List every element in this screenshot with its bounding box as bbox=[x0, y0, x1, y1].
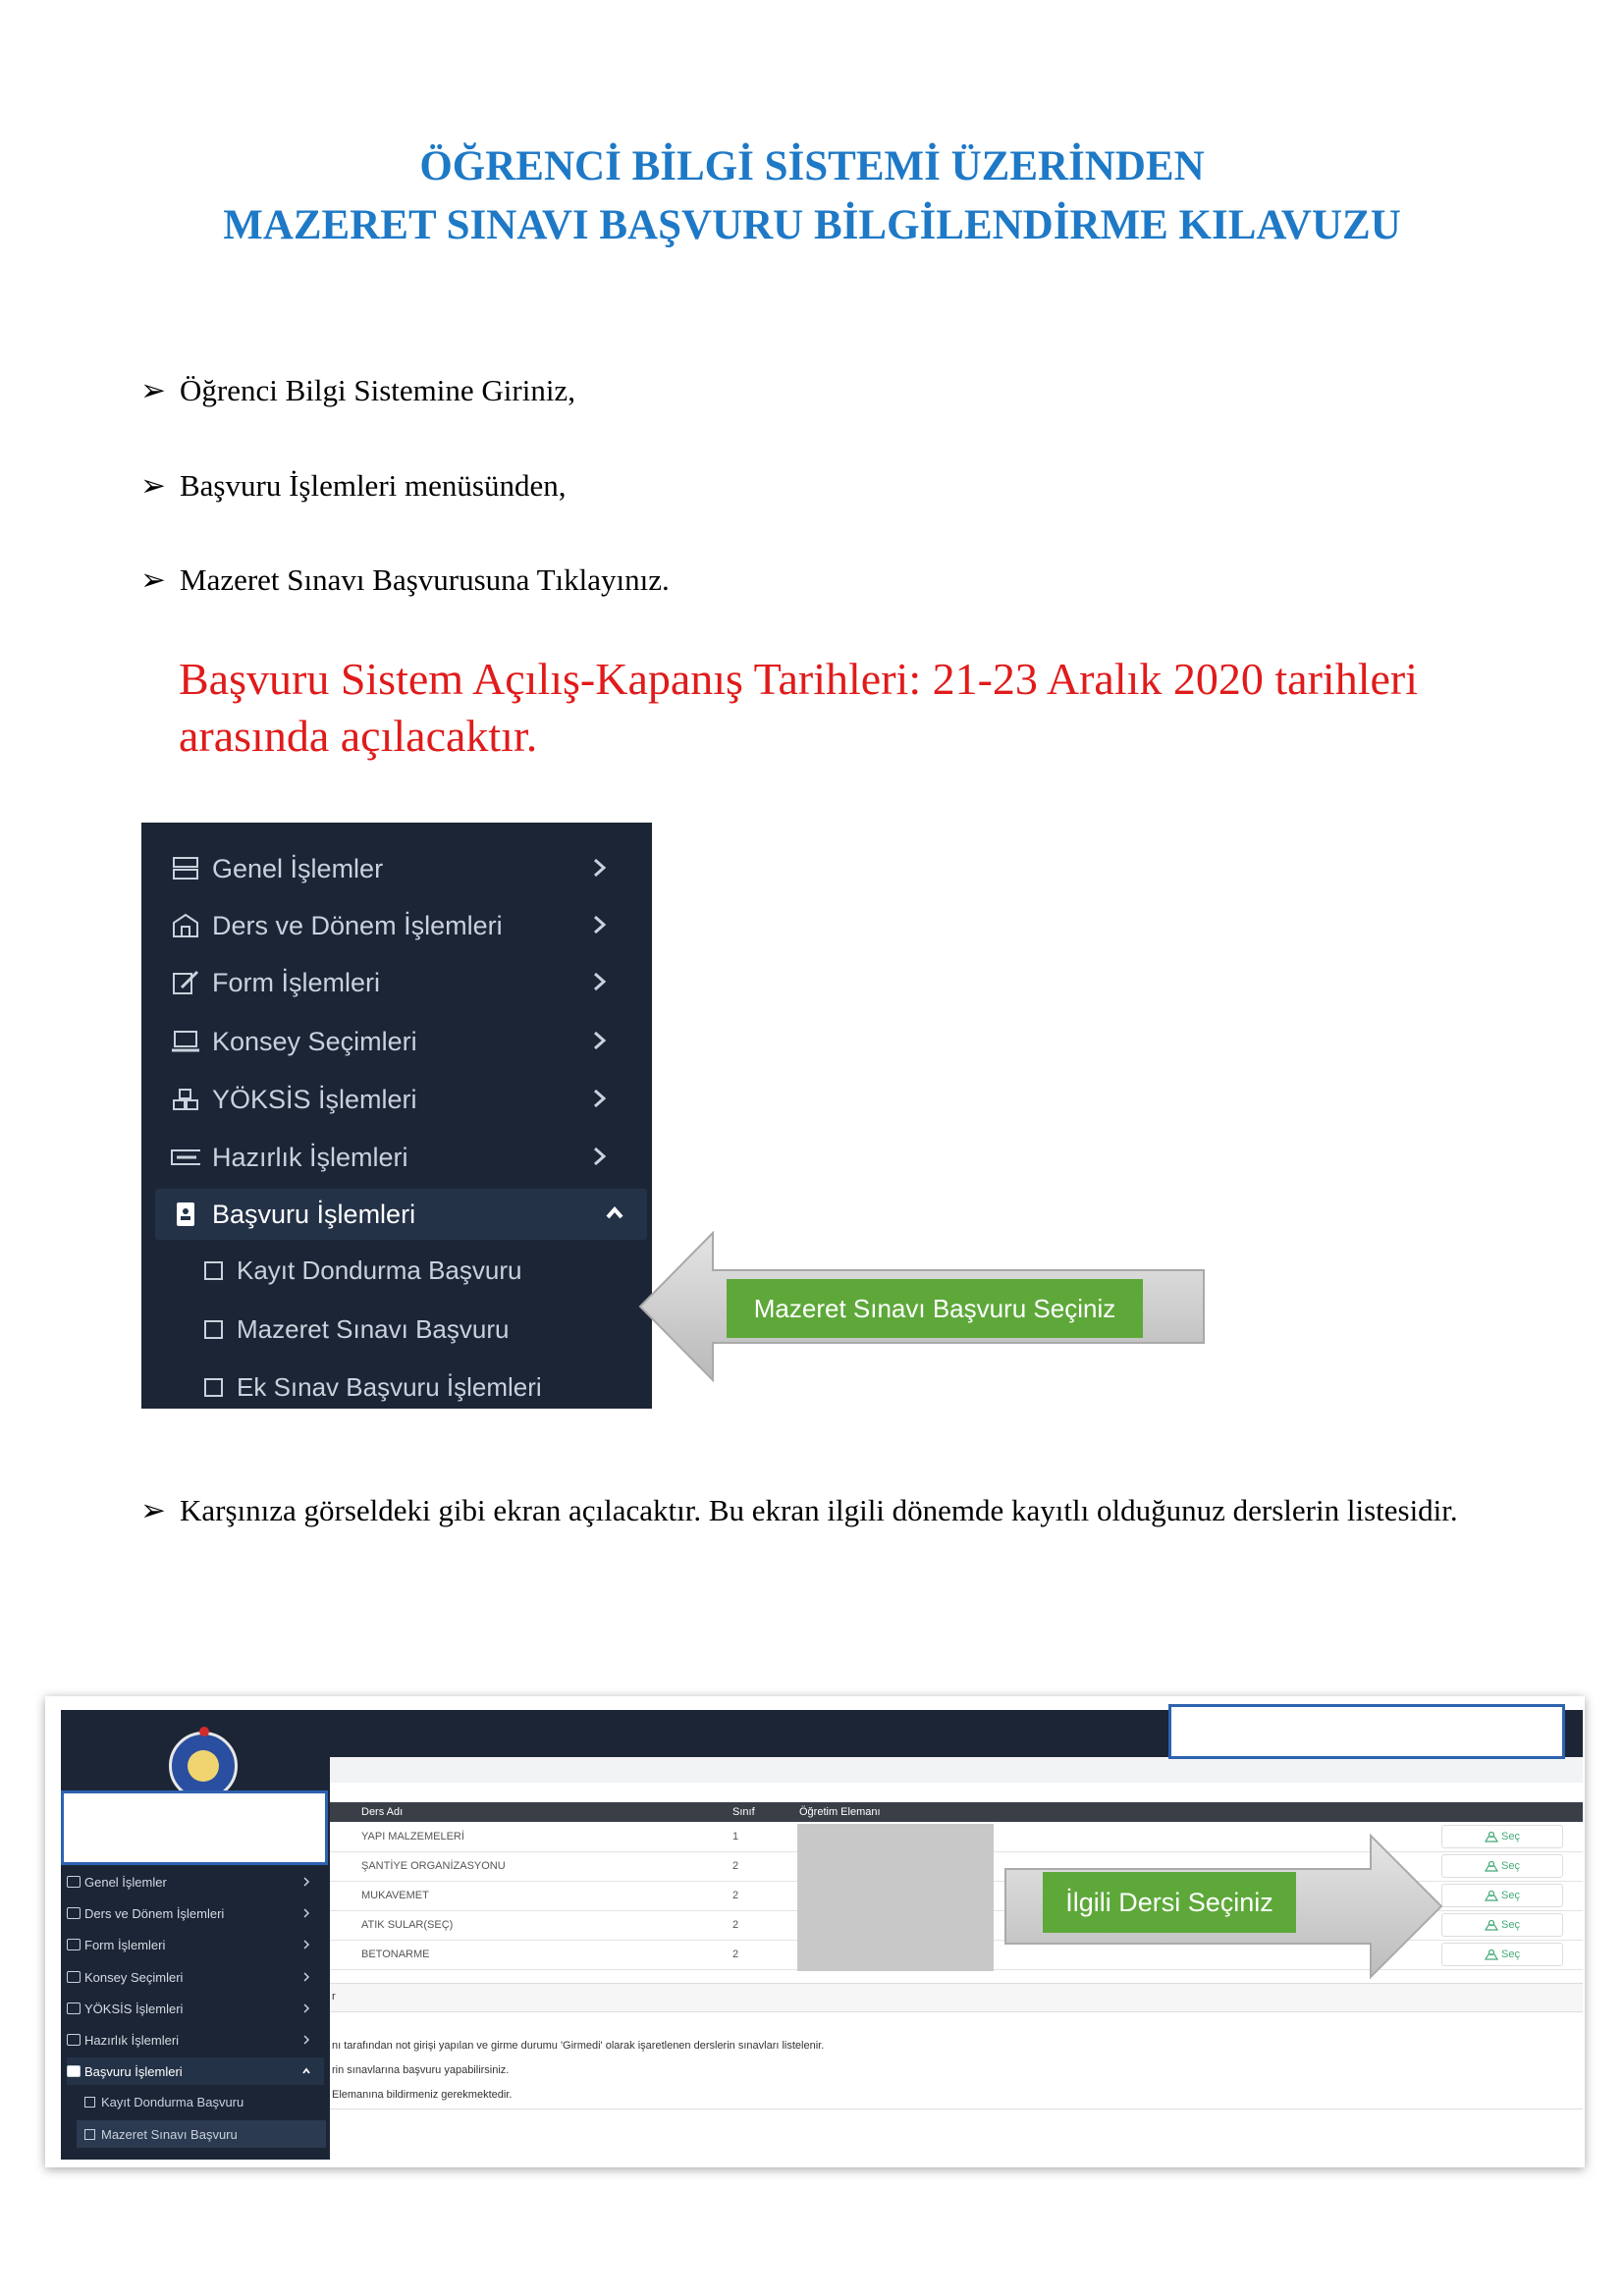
contact-book-icon bbox=[171, 1201, 200, 1227]
sidebar-item-hazirlik-islemleri[interactable] bbox=[67, 2026, 324, 2054]
cubes-icon bbox=[171, 1087, 200, 1112]
chevron-right-icon bbox=[302, 1908, 310, 1918]
sidebar-item-label: Form İşlemleri bbox=[84, 1937, 166, 1952]
column-header: Öğretim Elemanı bbox=[799, 1806, 881, 1818]
submenu-item-ek-sinav[interactable] bbox=[204, 1365, 542, 1409]
menu-item-label: Form İşlemleri bbox=[212, 967, 381, 997]
server-icon bbox=[171, 856, 200, 881]
select-button[interactable] bbox=[1441, 1825, 1563, 1848]
chevron-right-icon bbox=[589, 913, 611, 936]
select-button[interactable] bbox=[1441, 1884, 1563, 1907]
table-footer bbox=[330, 1983, 1583, 2012]
keyboard-icon bbox=[171, 1145, 200, 1170]
menu-item-basvuru-islemleri[interactable] bbox=[155, 1189, 647, 1240]
class-year: 1 bbox=[732, 1831, 739, 1842]
sidebar-subitem-label: Mazeret Sınavı Başvuru bbox=[101, 2126, 238, 2142]
course-name: ATIK SULAR(SEÇ) bbox=[361, 1919, 454, 1931]
arrow-bullet-icon: ➢ bbox=[140, 373, 166, 407]
sidebar-item-ders-ve-donem[interactable] bbox=[67, 1899, 324, 1927]
sidebar-subitem-mazeret-sinavi[interactable] bbox=[84, 2123, 238, 2145]
sidebar-item-basvuru-islemleri[interactable] bbox=[67, 2057, 324, 2085]
arrow-bullet-icon: ➢ bbox=[140, 1493, 166, 1527]
sidebar-item-label: Genel İşlemler bbox=[84, 1874, 167, 1890]
submenu-item-label: Mazeret Sınavı Başvuru bbox=[237, 1313, 510, 1344]
sidebar-subitem-label: Kayıt Dondurma Başvuru bbox=[101, 2094, 244, 2109]
keyboard-icon bbox=[67, 2034, 81, 2046]
logo-flag bbox=[199, 1727, 209, 1736]
square-icon bbox=[84, 2097, 95, 2108]
select-makeup-exam-callout: Mazeret Sınavı Başvuru Seçiniz bbox=[727, 1279, 1143, 1338]
chevron-right-icon bbox=[302, 2003, 310, 2013]
submenu-item-kayit-dondurma[interactable] bbox=[204, 1249, 521, 1292]
chevron-right-icon bbox=[302, 1877, 310, 1887]
application-dates-notice: Başvuru Sistem Açılış-Kapanış Tarihleri: 21-23 Aralık 2020 tarihleri arasında açılacaktır. bbox=[179, 654, 1418, 761]
cubes-icon bbox=[67, 2002, 81, 2014]
info-note: nı tarafından not girişi yapılan ve girme durumu 'Girmedi' olarak işaretlenen derslerin sınavları listelenir. bbox=[332, 2040, 825, 2052]
chevron-right-icon bbox=[589, 1145, 611, 1168]
building-icon bbox=[67, 1907, 81, 1919]
sidebar-item-label: Ders ve Dönem İşlemleri bbox=[84, 1905, 225, 1921]
submenu-item-label: Ek Sınav Başvuru İşlemleri bbox=[237, 1371, 542, 1402]
building-icon bbox=[171, 913, 200, 938]
square-icon bbox=[204, 1378, 223, 1397]
redacted-box bbox=[61, 1790, 328, 1865]
menu-item-genel-islemler[interactable] bbox=[171, 843, 632, 894]
square-icon bbox=[204, 1320, 223, 1339]
sidebar-item-genel-islemler[interactable] bbox=[67, 1868, 324, 1896]
laptop-icon bbox=[67, 1971, 81, 1983]
document-title-line2: MAZERET SINAVI BAŞVURU BİLGİLENDİRME KILAVUZU bbox=[223, 202, 1401, 248]
info-note: rin sınavlarına başvuru yapabilirsiniz. bbox=[332, 2064, 510, 2076]
menu-item-label: Konsey Seçimleri bbox=[212, 1026, 417, 1056]
menu-item-ders-ve-donem[interactable] bbox=[171, 900, 632, 951]
menu-screenshot bbox=[141, 823, 652, 1409]
class-year: 2 bbox=[732, 1949, 739, 1960]
sidebar-item-label: Konsey Seçimleri bbox=[84, 1969, 184, 1985]
select-icon bbox=[1485, 1949, 1498, 1960]
square-icon bbox=[84, 2129, 95, 2140]
column-header: Sınıf bbox=[732, 1806, 755, 1818]
submenu-item-label: Kayıt Dondurma Başvuru bbox=[237, 1255, 522, 1285]
bullet-text: Öğrenci Bilgi Sistemine Giriniz, bbox=[180, 373, 575, 407]
chevron-right-icon bbox=[302, 1972, 310, 1982]
sidebar-item-label: YÖKSİS İşlemleri bbox=[84, 2001, 184, 2016]
chevron-right-icon bbox=[589, 1087, 611, 1110]
select-label: Seç bbox=[1501, 1919, 1521, 1931]
sidebar-item-label: Başvuru İşlemleri bbox=[84, 2063, 183, 2079]
select-label: Seç bbox=[1501, 1860, 1521, 1872]
chevron-right-icon bbox=[302, 2035, 310, 2045]
menu-item-hazirlik-islemleri[interactable] bbox=[171, 1132, 632, 1183]
arrow-bullet-icon: ➢ bbox=[140, 562, 166, 597]
menu-item-label: Hazırlık İşlemleri bbox=[212, 1142, 408, 1172]
sidebar-item-yoksis-islemleri[interactable] bbox=[67, 1995, 324, 2022]
select-icon bbox=[1485, 1890, 1498, 1901]
menu-item-form-islemleri[interactable] bbox=[171, 957, 632, 1008]
server-icon bbox=[67, 1876, 81, 1888]
select-icon bbox=[1485, 1919, 1498, 1931]
laptop-icon bbox=[171, 1029, 200, 1054]
footer-label: r bbox=[332, 1991, 336, 2002]
select-label: Seç bbox=[1501, 1949, 1521, 1960]
class-year: 2 bbox=[732, 1890, 739, 1901]
select-button[interactable] bbox=[1441, 1854, 1563, 1878]
sub-header-bar bbox=[330, 1757, 1583, 1783]
sidebar-item-form-islemleri[interactable] bbox=[67, 1931, 324, 1958]
edit-icon bbox=[67, 1939, 81, 1950]
square-icon bbox=[204, 1261, 223, 1280]
menu-item-konsey-secimleri[interactable] bbox=[171, 1016, 632, 1067]
column-header: Ders Adı bbox=[361, 1806, 404, 1818]
chevron-right-icon bbox=[589, 970, 611, 993]
edit-icon bbox=[171, 970, 200, 995]
class-year: 2 bbox=[732, 1860, 739, 1872]
menu-item-label: YÖKSİS İşlemleri bbox=[212, 1084, 417, 1114]
select-icon bbox=[1485, 1831, 1498, 1842]
select-icon bbox=[1485, 1860, 1498, 1872]
arrow-bullet-icon: ➢ bbox=[140, 468, 166, 503]
logo-center bbox=[188, 1750, 219, 1782]
bullet-text: Başvuru İşlemleri menüsünden, bbox=[180, 468, 567, 503]
chevron-right-icon bbox=[589, 1029, 611, 1052]
table-header bbox=[330, 1802, 1583, 1822]
select-button[interactable] bbox=[1441, 1943, 1563, 1966]
submenu-item-mazeret-sinavi[interactable] bbox=[204, 1308, 509, 1351]
course-name: MUKAVEMET bbox=[361, 1890, 429, 1901]
course-name: ŞANTİYE ORGANİZASYONU bbox=[361, 1860, 506, 1872]
sidebar-item-label: Hazırlık İşlemleri bbox=[84, 2032, 180, 2048]
course-name: YAPI MALZEMELERİ bbox=[361, 1831, 464, 1842]
sidebar-item-konsey-secimleri[interactable] bbox=[67, 1963, 324, 1991]
paragraph-text: Karşınıza görseldeki gibi ekran açılacaktır. Bu ekran ilgili dönemde kayıtlı olduğunuz derslerin listesidir. bbox=[180, 1493, 1458, 1527]
redacted-box bbox=[1168, 1704, 1565, 1759]
class-year: 2 bbox=[732, 1919, 739, 1931]
contact-book-icon bbox=[67, 2065, 81, 2077]
menu-item-label: Ders ve Dönem İşlemleri bbox=[212, 910, 503, 940]
menu-item-label: Genel İşlemler bbox=[212, 853, 384, 883]
select-label: Seç bbox=[1501, 1831, 1521, 1842]
select-button[interactable] bbox=[1441, 1913, 1563, 1937]
menu-item-label: Başvuru İşlemleri bbox=[212, 1199, 416, 1229]
menu-item-yoksis-islemleri[interactable] bbox=[171, 1074, 632, 1125]
select-label: Seç bbox=[1501, 1890, 1521, 1901]
info-note: Elemanına bildirmeniz gerekmektedir. bbox=[332, 2089, 513, 2101]
select-course-callout: İlgili Dersi Seçiniz bbox=[1043, 1872, 1296, 1933]
chevron-right-icon bbox=[589, 856, 611, 880]
sidebar-subitem-kayit-dondurma[interactable] bbox=[84, 2091, 244, 2112]
chevron-up-icon bbox=[604, 1201, 625, 1225]
bullet-text: Mazeret Sınavı Başvurusuna Tıklayınız. bbox=[180, 562, 670, 597]
chevron-up-icon bbox=[302, 2066, 310, 2076]
redacted-instructor-block bbox=[797, 1824, 994, 1971]
chevron-right-icon bbox=[302, 1940, 310, 1949]
document-title-line1: ÖĞRENCİ BİLGİ SİSTEMİ ÜZERİNDEN bbox=[419, 143, 1205, 189]
course-name: BETONARME bbox=[361, 1949, 430, 1960]
